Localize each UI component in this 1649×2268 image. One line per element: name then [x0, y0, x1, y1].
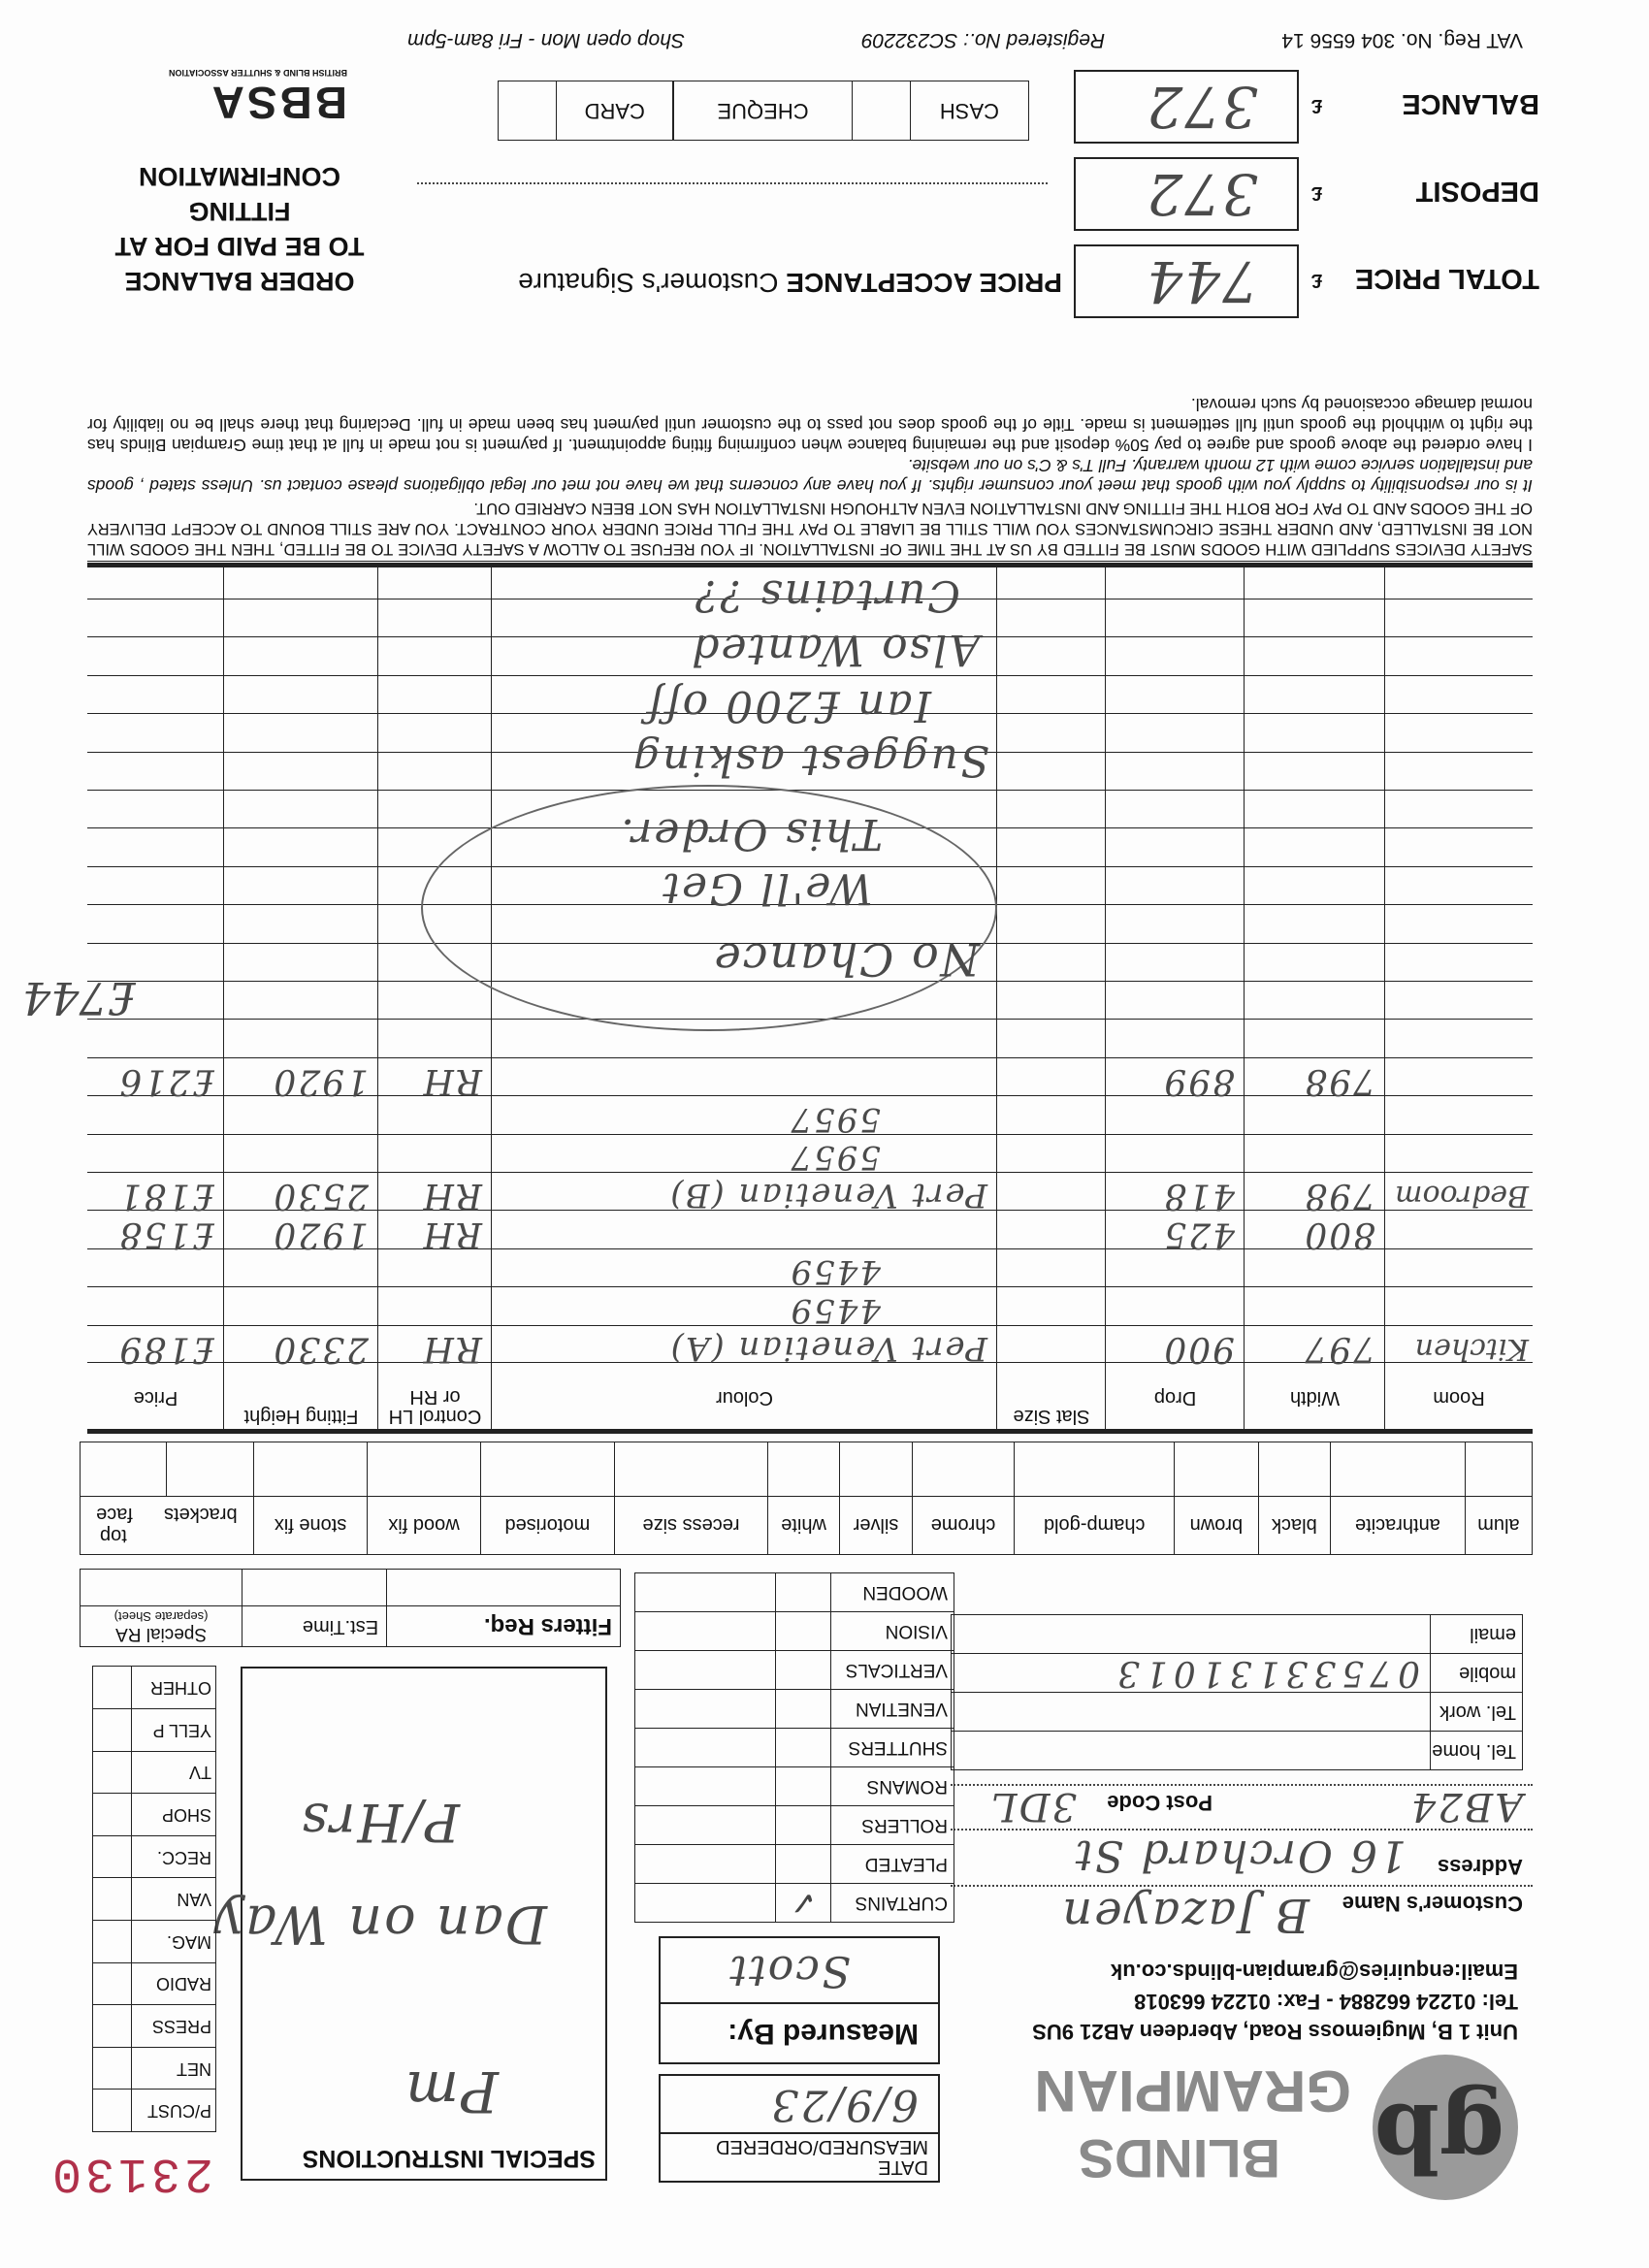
- column-header: Drop: [1153, 1387, 1197, 1409]
- entry-control: RH: [421, 1061, 482, 1102]
- mobile-label: mobile: [1431, 1654, 1523, 1693]
- product-extra-field[interactable]: [635, 1690, 776, 1729]
- table-header: [87, 1362, 1533, 1429]
- email-field[interactable]: [952, 1615, 1431, 1654]
- product-extra-field[interactable]: [635, 1573, 776, 1612]
- payment-methods: [498, 81, 1029, 141]
- entry-price: £181: [117, 1176, 214, 1216]
- est-time-label: Est.Time: [242, 1606, 387, 1647]
- source-row: [93, 1835, 216, 1878]
- brackets-top-field[interactable]: [167, 1442, 253, 1497]
- source-row: [93, 1962, 216, 2005]
- source-label: PRESS: [132, 2005, 216, 2048]
- accessory-label: anthracite: [1331, 1497, 1466, 1555]
- note-line: Also Wanted: [690, 625, 980, 674]
- product-checkbox[interactable]: [776, 1690, 831, 1729]
- entry-height: 2530: [272, 1176, 369, 1216]
- source-label: NET: [132, 2047, 216, 2090]
- entry-height: 2330: [272, 1329, 369, 1369]
- source-checkbox[interactable]: [93, 1667, 132, 1709]
- product-checkbox[interactable]: [776, 1729, 831, 1767]
- brackets-face-field[interactable]: [81, 1442, 167, 1497]
- tel-home-field[interactable]: [952, 1732, 1431, 1770]
- entry-height: 1920: [272, 1214, 369, 1254]
- currency-symbol: £: [1310, 270, 1322, 291]
- order-number: 23130: [48, 2145, 213, 2200]
- source-row: [93, 1921, 216, 1963]
- product-label: PLEATED: [831, 1845, 954, 1884]
- column-header: Colour: [716, 1387, 773, 1409]
- date-box: [659, 2074, 940, 2183]
- deposit-label: DEPOSIT: [1415, 176, 1539, 207]
- accessory-label: stone fix: [253, 1497, 368, 1555]
- customer-name-value[interactable]: B Jazayen: [1060, 1888, 1310, 1942]
- signature-line[interactable]: [417, 182, 1048, 184]
- product-checkbox[interactable]: [776, 1573, 831, 1612]
- accessory-label-row: [81, 1497, 1533, 1555]
- source-checkbox[interactable]: [93, 2047, 132, 2090]
- entry-control: RH: [421, 1214, 482, 1254]
- accessory-label: chrome: [912, 1497, 1015, 1555]
- accessory-label: black: [1258, 1497, 1330, 1555]
- product-label: CURTAINS: [831, 1884, 954, 1923]
- terms-consumer: It is our responsibility to supply you with goods that meet your consumer rights. If you have any concerns that we have not met our legal obligations please contact us. Unless stated , goods and installation service come with 12 month warranty. Full T's & C's on our website.: [87, 456, 1533, 496]
- footer: [407, 28, 1523, 52]
- payment-card-label: CARD: [557, 81, 673, 141]
- product-row: [635, 1884, 954, 1923]
- source-row: [93, 2005, 216, 2048]
- payment-cash-label: CASH: [910, 81, 1028, 141]
- address-row: [951, 1829, 1533, 1885]
- special-ra-field[interactable]: [81, 1570, 242, 1606]
- product-label: VENETIAN: [831, 1690, 954, 1729]
- entry-price: £216: [117, 1061, 214, 1102]
- product-extra-field[interactable]: [635, 1651, 776, 1690]
- customer-section: [951, 1614, 1533, 1942]
- accessory-label: alum: [1465, 1497, 1532, 1555]
- tel-work-label: Tel. work: [1431, 1693, 1523, 1732]
- fitters-table: [80, 1569, 621, 1647]
- column-header: Room: [1433, 1387, 1485, 1409]
- product-extra-field[interactable]: [635, 1884, 776, 1923]
- balance-field[interactable]: [1074, 70, 1299, 144]
- source-checkbox[interactable]: [93, 1835, 132, 1878]
- accessory-label: brown: [1175, 1497, 1259, 1555]
- phone-table: [951, 1614, 1523, 1770]
- product-checkbox[interactable]: [776, 1651, 831, 1690]
- date-value[interactable]: 6/9/23: [769, 2080, 919, 2129]
- company-logo: [1034, 2055, 1518, 2200]
- total-price-value: 744: [1145, 248, 1258, 314]
- brackets-label-text: brackets: [164, 1504, 238, 1526]
- special-ra-label: Special RA: [115, 1624, 208, 1644]
- entry-width: 798: [1303, 1061, 1375, 1102]
- accessory-field[interactable]: [767, 1442, 839, 1497]
- entry-colour: 4459: [789, 1290, 881, 1330]
- source-row: [93, 2090, 216, 2132]
- product-row: [635, 1651, 954, 1690]
- note-line: This Order.: [619, 809, 883, 859]
- tel-home-label: Tel. home: [1431, 1732, 1523, 1770]
- special-instructions-line[interactable]: Pm: [403, 2058, 499, 2124]
- source-checkbox[interactable]: [93, 2005, 132, 2048]
- product-row: [635, 1690, 954, 1729]
- entry-drop: 418: [1162, 1176, 1235, 1216]
- brackets-top-label: top: [100, 1525, 127, 1547]
- accessory-label: wood fix: [368, 1497, 480, 1555]
- product-checklist: [634, 1572, 954, 1923]
- note-line: Ian £200 off: [645, 681, 931, 730]
- product-checkbox[interactable]: [776, 1845, 831, 1884]
- product-extra-field[interactable]: [635, 1845, 776, 1884]
- note-line: We'll Get: [661, 863, 873, 913]
- customer-name-label: Customer's Name: [1342, 1892, 1523, 1916]
- currency-symbol: £: [1310, 182, 1322, 204]
- product-extra-field[interactable]: [635, 1806, 776, 1845]
- source-row: [93, 2047, 216, 2090]
- payment-cheque-label: CHEQUE: [674, 81, 852, 141]
- product-row: [635, 1845, 954, 1884]
- entry-colour: 5957: [789, 1138, 881, 1177]
- company-contact: [1032, 1957, 1518, 2047]
- accessory-field[interactable]: [480, 1442, 615, 1497]
- product-label: ROLLERS: [831, 1806, 954, 1845]
- accessory-label: champ-gold: [1015, 1497, 1175, 1555]
- source-label: RADIO: [132, 1962, 216, 2005]
- balance-value: 372: [1145, 74, 1258, 140]
- registered-number: Registered No.: SC232209: [861, 29, 1106, 51]
- mobile-value: 07533131013: [1112, 1653, 1420, 1694]
- product-extra-field[interactable]: [635, 1612, 776, 1651]
- total-note: £744: [21, 972, 136, 1024]
- product-label: VISION: [831, 1612, 954, 1651]
- terms: [87, 394, 1533, 559]
- special-ra-cell: [81, 1606, 242, 1647]
- postcode-label: Post Code: [1107, 1791, 1212, 1815]
- accessory-field[interactable]: [368, 1442, 480, 1497]
- email-label: email: [1431, 1615, 1523, 1654]
- currency-symbol: £: [1310, 95, 1322, 116]
- accessory-field[interactable]: [615, 1442, 768, 1497]
- accessory-label: white: [767, 1497, 839, 1555]
- fitters-req-label: Fitters Req.: [387, 1606, 621, 1647]
- table-row[interactable]: [87, 1019, 1533, 1056]
- product-label: WOODEN: [831, 1573, 954, 1612]
- column-header: Width: [1289, 1387, 1341, 1409]
- entry-width: 798: [1303, 1176, 1375, 1216]
- source-row: [93, 1794, 216, 1836]
- signature-label: Customer's Signature: [518, 268, 779, 298]
- entry-width: 800: [1303, 1214, 1375, 1254]
- measured-by-label: Measured By:: [661, 2002, 938, 2062]
- accessory-field[interactable]: [1331, 1442, 1466, 1497]
- note-line: No Chance: [712, 933, 980, 986]
- source-row: [93, 1667, 216, 1709]
- special-instructions-line[interactable]: P/Hrs: [299, 1792, 460, 1853]
- logo-name-line1: GRAMPIAN: [1034, 2058, 1351, 2123]
- product-label: VERTICALS: [831, 1651, 954, 1690]
- vat-number: VAT Reg. No. 304 6556 14: [1281, 29, 1523, 51]
- measured-by-box: [659, 1936, 940, 2064]
- source-label: P/CUST: [132, 2090, 216, 2132]
- entry-width: 797: [1303, 1329, 1375, 1369]
- brackets-cell: [81, 1497, 254, 1555]
- note-line: Curtains ??: [693, 570, 960, 620]
- source-label: YELL P: [132, 1709, 216, 1752]
- brackets-label: [81, 1505, 253, 1526]
- entry-height: 1920: [272, 1061, 369, 1102]
- product-extra-field[interactable]: [635, 1729, 776, 1767]
- source-checkbox[interactable]: [93, 1962, 132, 2005]
- logo-letters: gb: [1374, 2083, 1504, 2192]
- source-checkbox[interactable]: [93, 1921, 132, 1963]
- accessory-field[interactable]: [1465, 1442, 1532, 1497]
- terms-safety: SAFETY DEVICES SUPPLIED WITH GOODS MUST BE FITTED BY US AT THE TIME OF INSTALLATION. IF YOU REFUSE TO ALLOW A SAFETY DEVICE TO BE FITTED, THEN THE GOODS WILL NOT BE INSTALLED, AND UNDER THESE CIRCUMSTANCES YOU WILL STILL BE LIABLE TO PAY THE FULL PRICE UNDER YOUR CONTRACT. YOU ARE STILL BOUND TO ACCEPT DELIVERY OF THE GOODS AND TO PAY FOR BOTH THE FITTING AND INSTALLATION EVEN ALTHOUGH INSTALLATION HAS NOT BEEN CARRIED OUT.: [87, 500, 1533, 558]
- product-row: [635, 1729, 954, 1767]
- source-label: OTHER: [132, 1667, 216, 1709]
- product-label: ROMANS: [831, 1767, 954, 1806]
- price-acceptance: [518, 266, 1062, 299]
- product-row: [635, 1806, 954, 1845]
- product-checkbox[interactable]: [776, 1767, 831, 1806]
- column-header: Slat Size: [1013, 1406, 1090, 1427]
- source-label: VAN: [132, 1878, 216, 1921]
- source-row: [93, 1878, 216, 1921]
- accessory-label: recess size: [615, 1497, 768, 1555]
- measured-by-value[interactable]: Scott: [728, 1946, 851, 1995]
- balance-label: BALANCE: [1402, 88, 1539, 119]
- entry-room: Bedroom: [1395, 1179, 1529, 1214]
- entry-control: RH: [421, 1329, 482, 1369]
- accessory-field[interactable]: [1015, 1442, 1175, 1497]
- bbsa-logo: [114, 67, 347, 128]
- payment-card-checkbox[interactable]: [499, 81, 557, 141]
- price-acceptance-label: PRICE ACCEPTANCE: [786, 268, 1062, 298]
- source-label: MAG.: [132, 1921, 216, 1963]
- entry-colour: 4459: [789, 1252, 881, 1292]
- total-price-field[interactable]: [1074, 244, 1299, 318]
- payment-cash-checkbox[interactable]: [852, 81, 910, 141]
- product-label: SHUTTERS: [831, 1729, 954, 1767]
- column-header: Control LH or RH: [388, 1386, 482, 1427]
- special-ra-note: (separate Sheet): [113, 1609, 209, 1624]
- bbsa-logo-text: BBSA: [209, 78, 347, 128]
- product-extra-field[interactable]: [635, 1767, 776, 1806]
- accessory-label: motorised: [480, 1497, 615, 1555]
- special-instructions-line[interactable]: Dan on Way: [211, 1894, 547, 1955]
- accessory-field[interactable]: [840, 1442, 912, 1497]
- accessory-field[interactable]: [1258, 1442, 1330, 1497]
- product-checkbox[interactable]: [776, 1806, 831, 1845]
- source-checkbox[interactable]: [93, 1751, 132, 1794]
- source-row: [93, 1751, 216, 1794]
- column-header: Price: [133, 1387, 178, 1409]
- accessories-table: [80, 1442, 1533, 1555]
- bbsa-caption: BRITISH BLIND & SHUTTER ASSOCIATION: [169, 68, 347, 78]
- est-time-field[interactable]: [242, 1570, 387, 1606]
- total-price-label: TOTAL PRICE: [1354, 263, 1539, 294]
- entry-colour: Pert Venetian (A): [668, 1329, 987, 1368]
- source-row: [93, 1709, 216, 1752]
- tel-work-field[interactable]: [952, 1693, 1431, 1732]
- source-checkbox[interactable]: [93, 1794, 132, 1836]
- source-checklist: [92, 1666, 216, 2132]
- entry-drop: 900: [1162, 1329, 1235, 1369]
- entry-drop: 899: [1162, 1061, 1235, 1102]
- accessory-label: silver: [840, 1497, 912, 1555]
- fitters-field[interactable]: [387, 1570, 621, 1606]
- product-row: [635, 1573, 954, 1612]
- entry-colour: Pert Venetian (B): [668, 1176, 987, 1215]
- deposit-value: 372: [1145, 161, 1258, 227]
- company-address: Unit 1 B, Mugiemoss Road, Aberdeen AB21 9US: [1032, 2020, 1518, 2044]
- order-balance-note: ORDER BALANCE TO BE PAID FOR AT FITTING CONFIRMATION: [114, 162, 365, 296]
- mobile-field[interactable]: [952, 1654, 1431, 1693]
- address-line2-value[interactable]: AB24: [1408, 1784, 1523, 1829]
- special-instructions-box: [211, 1667, 607, 2181]
- postcode-value[interactable]: 3DL: [988, 1784, 1077, 1829]
- entry-control: RH: [421, 1176, 482, 1216]
- accessory-field-row: [81, 1442, 1533, 1497]
- product-row: [635, 1612, 954, 1651]
- date-label: DATE MEASURED/ORDERED: [661, 2132, 938, 2181]
- special-instructions-label: SPECIAL INSTRUCTIONS: [302, 2145, 596, 2172]
- accessory-field[interactable]: [912, 1442, 1015, 1497]
- terms-agreement: I have ordered the above goods and agree to pay 50% deposit and the remaining balance when confirming fitting appointment. If payment is not made in full at that time Grampian Blinds has the right to withhold the goods until full settlement is made. Title of the goods does not pass to the customer until payment has been made in full. Declaring that there shall be no liability for normal damage occasioned by such removal.: [87, 395, 1533, 455]
- product-row: [635, 1767, 954, 1806]
- entry-drop: 425: [1162, 1214, 1235, 1254]
- source-checkbox[interactable]: [93, 1878, 132, 1921]
- source-label: RECC.: [132, 1835, 216, 1878]
- opening-hours: Shop open Mon - Fri 8am-5pm: [407, 29, 685, 51]
- source-checkbox[interactable]: [93, 2090, 132, 2132]
- note-line: Suggest asking: [630, 735, 989, 785]
- accessory-field[interactable]: [1175, 1442, 1259, 1497]
- address-line1-value[interactable]: 16 Orchard St: [1073, 1831, 1406, 1880]
- deposit-field[interactable]: [1074, 157, 1299, 231]
- address-label: Address: [1437, 1855, 1523, 1879]
- entry-colour: 5957: [789, 1099, 881, 1139]
- customer-name-row: [951, 1885, 1533, 1942]
- accessory-field[interactable]: [253, 1442, 368, 1497]
- entry-price: £158: [117, 1214, 214, 1254]
- source-label: SHOP: [132, 1794, 216, 1836]
- source-label: TV: [132, 1751, 216, 1794]
- brackets-face-label: face: [96, 1504, 133, 1526]
- company-phone: Tel: 01224 662884 - Fax: 01224 663018: [1134, 1990, 1518, 2014]
- entry-price: £189: [117, 1329, 214, 1369]
- company-email: Email:enquiries@grampian-blinds.co.uk: [1111, 1960, 1518, 1984]
- source-checkbox[interactable]: [93, 1709, 132, 1752]
- product-checkbox[interactable]: [776, 1612, 831, 1651]
- column-header: Fitting Height: [243, 1406, 359, 1427]
- product-checkbox[interactable]: ✓: [776, 1884, 831, 1923]
- payment-cheque-checkbox[interactable]: [673, 81, 674, 141]
- address-line2-row: [951, 1784, 1533, 1829]
- entry-room: Kitchen: [1414, 1332, 1529, 1366]
- logo-name-line2: BLINDS: [1078, 2128, 1280, 2189]
